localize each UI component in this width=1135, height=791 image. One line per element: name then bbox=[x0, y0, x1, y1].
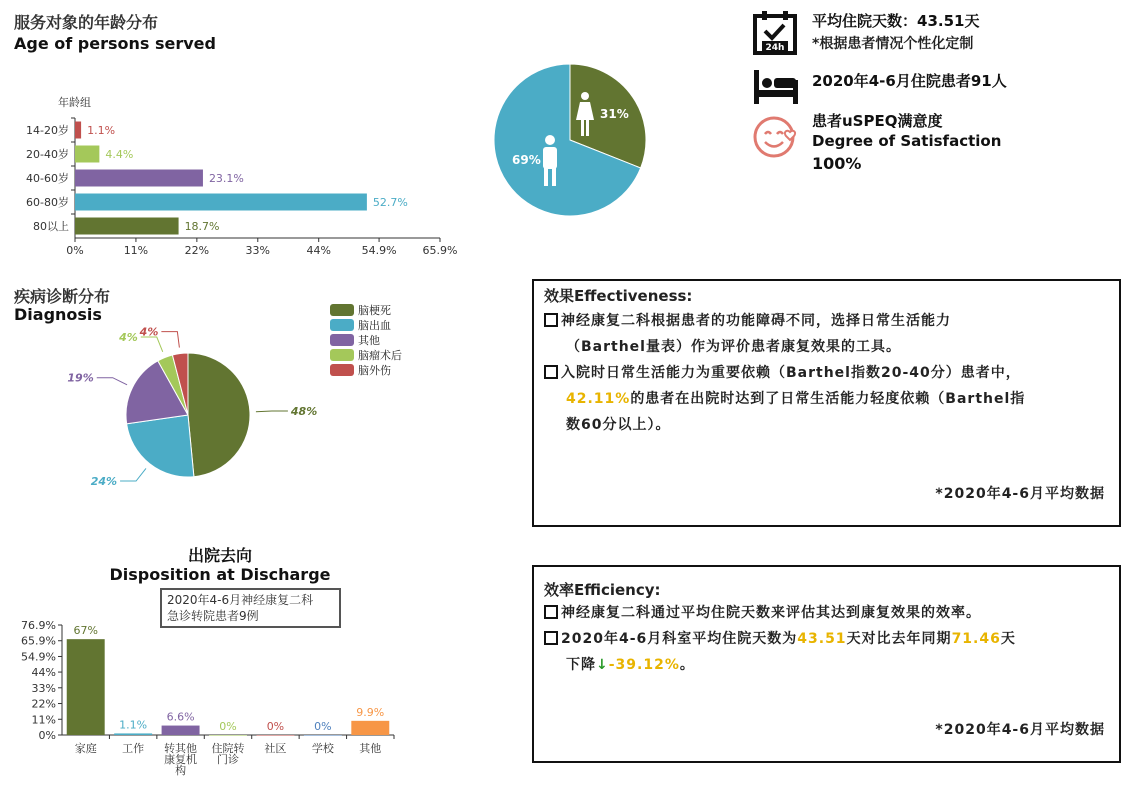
checkbox-icon bbox=[544, 313, 558, 327]
diagnosis-legend bbox=[330, 302, 450, 382]
diagnosis-leader-line bbox=[120, 468, 146, 481]
age-x-tick-label: 22% bbox=[184, 244, 210, 257]
down-arrow-icon: ↓ bbox=[596, 657, 609, 673]
age-data-label: 23.1% bbox=[208, 172, 244, 185]
discharge-bar bbox=[162, 726, 200, 735]
discharge-category-label: 门诊 bbox=[217, 753, 239, 766]
discharge-data-label: 0% bbox=[219, 720, 237, 733]
legend-swatch bbox=[330, 304, 354, 316]
diagnosis-leader-line bbox=[97, 378, 127, 385]
efficiency-title: 效率Efficiency: bbox=[544, 581, 661, 599]
diagnosis-data-label: 4% bbox=[119, 331, 138, 345]
diagnosis-pie-chart bbox=[60, 325, 360, 495]
effectiveness-item-1-cont: （Barthel量表）作为评价患者康复效果的工具。 bbox=[566, 339, 901, 355]
effectiveness-item-1: 神经康复二科根据患者的功能障碍不同，选择日常生活能力 bbox=[534, 308, 1119, 334]
legend-label: 其他 bbox=[358, 334, 380, 347]
calendar-24h-icon bbox=[752, 10, 798, 56]
legend-label: 脑梗死 bbox=[358, 304, 391, 317]
age-x-tick-label: 11% bbox=[123, 244, 149, 257]
legend-item bbox=[330, 332, 380, 348]
legend-label: 脑出血 bbox=[358, 319, 391, 332]
age-axis-name: 年龄组 bbox=[58, 96, 91, 109]
diagnosis-data-label: 4% bbox=[139, 325, 159, 339]
male-icon bbox=[552, 168, 556, 186]
age-category-label: 80以上 bbox=[33, 220, 69, 233]
discharge-category-label: 住院转 bbox=[211, 742, 245, 755]
discharge-category-label: 构 bbox=[175, 764, 187, 777]
avg-stay-stat: 平均住院天数：43.51天 bbox=[812, 12, 980, 30]
age-category-label: 14-20岁 bbox=[26, 124, 69, 137]
effectiveness-title: 效果Effectiveness: bbox=[544, 287, 693, 305]
discharge-bar bbox=[351, 721, 389, 735]
efficiency-item-2: 2020年4-6月科室平均住院天数为43.51天对比去年同期71.46天 bbox=[534, 626, 1119, 652]
age-bar bbox=[75, 122, 81, 139]
age-category-label: 60-80岁 bbox=[26, 196, 69, 209]
smiley-heart-icon bbox=[752, 112, 800, 160]
legend-swatch bbox=[330, 349, 354, 361]
discharge-note-line2: 急诊转院患者9例 bbox=[167, 609, 259, 623]
discharge-category-label: 工作 bbox=[122, 742, 145, 755]
age-bar-chart bbox=[0, 88, 470, 268]
discharge-bar bbox=[67, 639, 105, 735]
discharge-data-label: 67% bbox=[73, 624, 98, 638]
female-icon bbox=[586, 120, 589, 136]
satisfaction-title-cn: 患者uSPEQ满意度 bbox=[812, 112, 943, 130]
legend-swatch bbox=[330, 319, 354, 331]
legend-item bbox=[330, 317, 391, 333]
satisfaction-title-en: Degree of Satisfaction bbox=[812, 132, 1002, 150]
avg-stay-note: *根据患者情况个性化定制 bbox=[812, 36, 974, 52]
discharge-y-tick-label: 65.9% bbox=[21, 634, 56, 648]
discharge-category-label: 家庭 bbox=[74, 742, 97, 755]
discharge-category-label: 学校 bbox=[311, 742, 334, 755]
checkbox-icon bbox=[544, 365, 558, 379]
discharge-data-label: 1.1% bbox=[119, 718, 148, 732]
male-icon bbox=[544, 168, 548, 186]
discharge-data-label: 6.6% bbox=[166, 710, 195, 724]
female-icon bbox=[581, 92, 589, 100]
age-data-label: 52.7% bbox=[372, 196, 408, 209]
efficiency-item-1: 神经康复二科通过平均住院天数来评估其达到康复效果的效率。 bbox=[534, 600, 1119, 626]
inpatients-stat: 2020年4-6月住院患者91人 bbox=[812, 72, 1007, 90]
diagnosis-data-label: 24% bbox=[90, 475, 118, 489]
checkbox-icon bbox=[544, 605, 558, 619]
effectiveness-item-2-cont: 42.11%的患者在出院时达到了日常生活能力轻度依赖（Barthel指 bbox=[566, 391, 1026, 407]
gender-pie-chart bbox=[488, 58, 653, 223]
discharge-data-label: 0% bbox=[314, 720, 332, 733]
effectiveness-footnote: *2020年4-6月平均数据 bbox=[935, 486, 1105, 502]
effectiveness-item-2: 入院时日常生活能力为重要依赖（Barthel指数20-40分）患者中， bbox=[534, 360, 1119, 386]
diagnosis-data-label: 48% bbox=[290, 405, 318, 419]
legend-label: 脑瘤术后 bbox=[358, 349, 402, 362]
female-pct-label: 31% bbox=[600, 107, 629, 121]
discharge-data-label: 0% bbox=[266, 720, 285, 733]
female-icon bbox=[581, 120, 584, 136]
diagnosis-leader-line bbox=[256, 411, 288, 412]
age-x-tick-label: 54.9% bbox=[361, 244, 397, 257]
age-x-tick-label: 0% bbox=[66, 244, 84, 257]
discharge-y-tick-label: 33% bbox=[31, 681, 56, 695]
age-category-label: 20-40岁 bbox=[26, 148, 69, 161]
discharge-y-tick-label: 76.9% bbox=[21, 619, 56, 632]
diagnosis-title-cn: 疾病诊断分布 bbox=[14, 287, 111, 306]
calendar-badge-text: 24h bbox=[765, 43, 785, 53]
legend-swatch bbox=[330, 364, 354, 376]
efficiency-item-2-cont: 下降↓-39.12%。 bbox=[566, 657, 695, 673]
legend-item bbox=[330, 302, 391, 318]
age-data-label: 4.4% bbox=[105, 148, 134, 161]
age-x-tick-label: 65.9% bbox=[422, 244, 458, 257]
checkbox-icon bbox=[544, 631, 558, 645]
discharge-y-tick-label: 54.9% bbox=[21, 650, 56, 664]
age-x-tick-label: 33% bbox=[245, 244, 271, 257]
legend-item bbox=[330, 362, 391, 378]
diagnosis-data-label: 19% bbox=[67, 371, 94, 385]
age-bar bbox=[75, 194, 367, 211]
discharge-bar-chart bbox=[0, 615, 420, 791]
discharge-bar bbox=[304, 735, 342, 736]
diagnosis-slice bbox=[188, 353, 250, 477]
legend-item bbox=[330, 347, 402, 363]
discharge-y-tick-label: 0% bbox=[38, 729, 56, 742]
discharge-category-label: 社区 bbox=[264, 742, 287, 755]
age-title-cn: 服务对象的年龄分布 bbox=[14, 13, 159, 32]
diagnosis-title-en: Diagnosis bbox=[14, 305, 102, 324]
age-bar bbox=[75, 170, 203, 187]
age-bar bbox=[75, 146, 99, 163]
efficiency-footnote: *2020年4-6月平均数据 bbox=[935, 722, 1105, 738]
discharge-category-label: 转其他 bbox=[164, 742, 198, 755]
age-title-en: Age of persons served bbox=[14, 34, 216, 53]
discharge-note-line1: 2020年4-6月神经康复二科 bbox=[167, 593, 314, 607]
discharge-y-tick-label: 44% bbox=[31, 666, 56, 680]
discharge-category-label: 康复机 bbox=[164, 753, 198, 766]
legend-swatch bbox=[330, 334, 354, 346]
male-icon bbox=[545, 135, 555, 145]
effectiveness-highlight: 42.11% bbox=[566, 391, 631, 407]
satisfaction-value: 100% bbox=[812, 154, 862, 173]
age-data-label: 18.7% bbox=[184, 220, 220, 233]
age-bar bbox=[75, 218, 179, 235]
diagnosis-leader-line bbox=[161, 332, 179, 348]
discharge-y-tick-label: 11% bbox=[31, 713, 56, 727]
discharge-bar bbox=[114, 733, 152, 735]
age-category-label: 40-60岁 bbox=[26, 172, 69, 185]
effectiveness-box bbox=[532, 279, 1121, 527]
age-data-label: 1.1% bbox=[87, 124, 116, 137]
efficiency-box bbox=[532, 565, 1121, 763]
legend-label: 脑外伤 bbox=[358, 364, 391, 377]
discharge-title-cn: 出院去向 bbox=[187, 546, 252, 565]
bed-icon bbox=[752, 68, 800, 106]
diagnosis-leader-line bbox=[141, 337, 163, 352]
effectiveness-item-2-cont2: 数60分以上）。 bbox=[566, 417, 671, 433]
male-pct-label: 69% bbox=[512, 153, 541, 167]
diagnosis-slice bbox=[127, 415, 194, 477]
age-x-tick-label: 44% bbox=[306, 244, 331, 257]
discharge-title-en: Disposition at Discharge bbox=[109, 565, 331, 584]
male-icon bbox=[543, 147, 557, 169]
discharge-category-label: 其他 bbox=[359, 742, 382, 755]
discharge-bar bbox=[209, 735, 247, 736]
discharge-data-label: 9.9% bbox=[356, 705, 385, 719]
discharge-y-tick-label: 22% bbox=[31, 697, 56, 711]
discharge-bar bbox=[256, 735, 294, 736]
